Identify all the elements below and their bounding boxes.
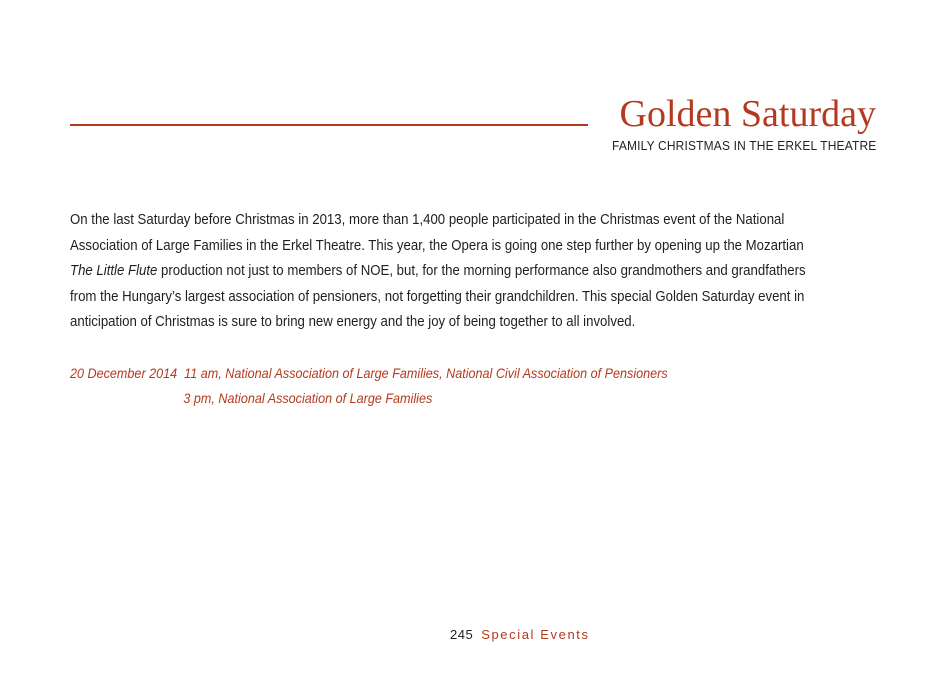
performance-1: 11 am, National Association of Large Families, National Civil Association of Pensioners [184,365,668,381]
performance-date: 20 December 2014 [70,365,178,381]
production-title: The Little Flute [70,263,158,280]
body-line-3 [70,259,806,285]
page-footer [450,627,590,643]
title-rule [70,124,588,126]
page-number: 245 [450,627,474,642]
body-line-3-rest: production not just to members of NOE, but, for the morning performance also grandmothers and grandfathers [157,263,806,280]
body-line-4: from the Hungary’s largest association of pensioners, not forgetting their grandchildren. This special Golden Saturday event in [70,288,805,305]
performance-schedule [70,361,734,411]
performance-2: 3 pm, National Association of Large Families [183,390,433,406]
schedule-row-2 [70,386,668,411]
page-subtitle: FAMILY CHRISTMAS IN THE ERKEL THEATRE [611,138,876,153]
body-line-5: anticipation of Christmas is sure to bring new energy and the joy of being together to all involved. [70,314,636,331]
body-line-1: On the last Saturday before Christmas in 2013, more than 1,400 people participated in the Christmas event of the National [70,212,785,228]
page-title: Golden Saturday [619,93,876,135]
schedule-row-1 [70,361,668,386]
body-line-2: Association of Large Families in the Erkel Theatre. This year, the Opera is going one step further by opening up the Mozartian [70,237,804,254]
body-paragraph [70,208,876,336]
section-name: Special Events [481,627,590,642]
